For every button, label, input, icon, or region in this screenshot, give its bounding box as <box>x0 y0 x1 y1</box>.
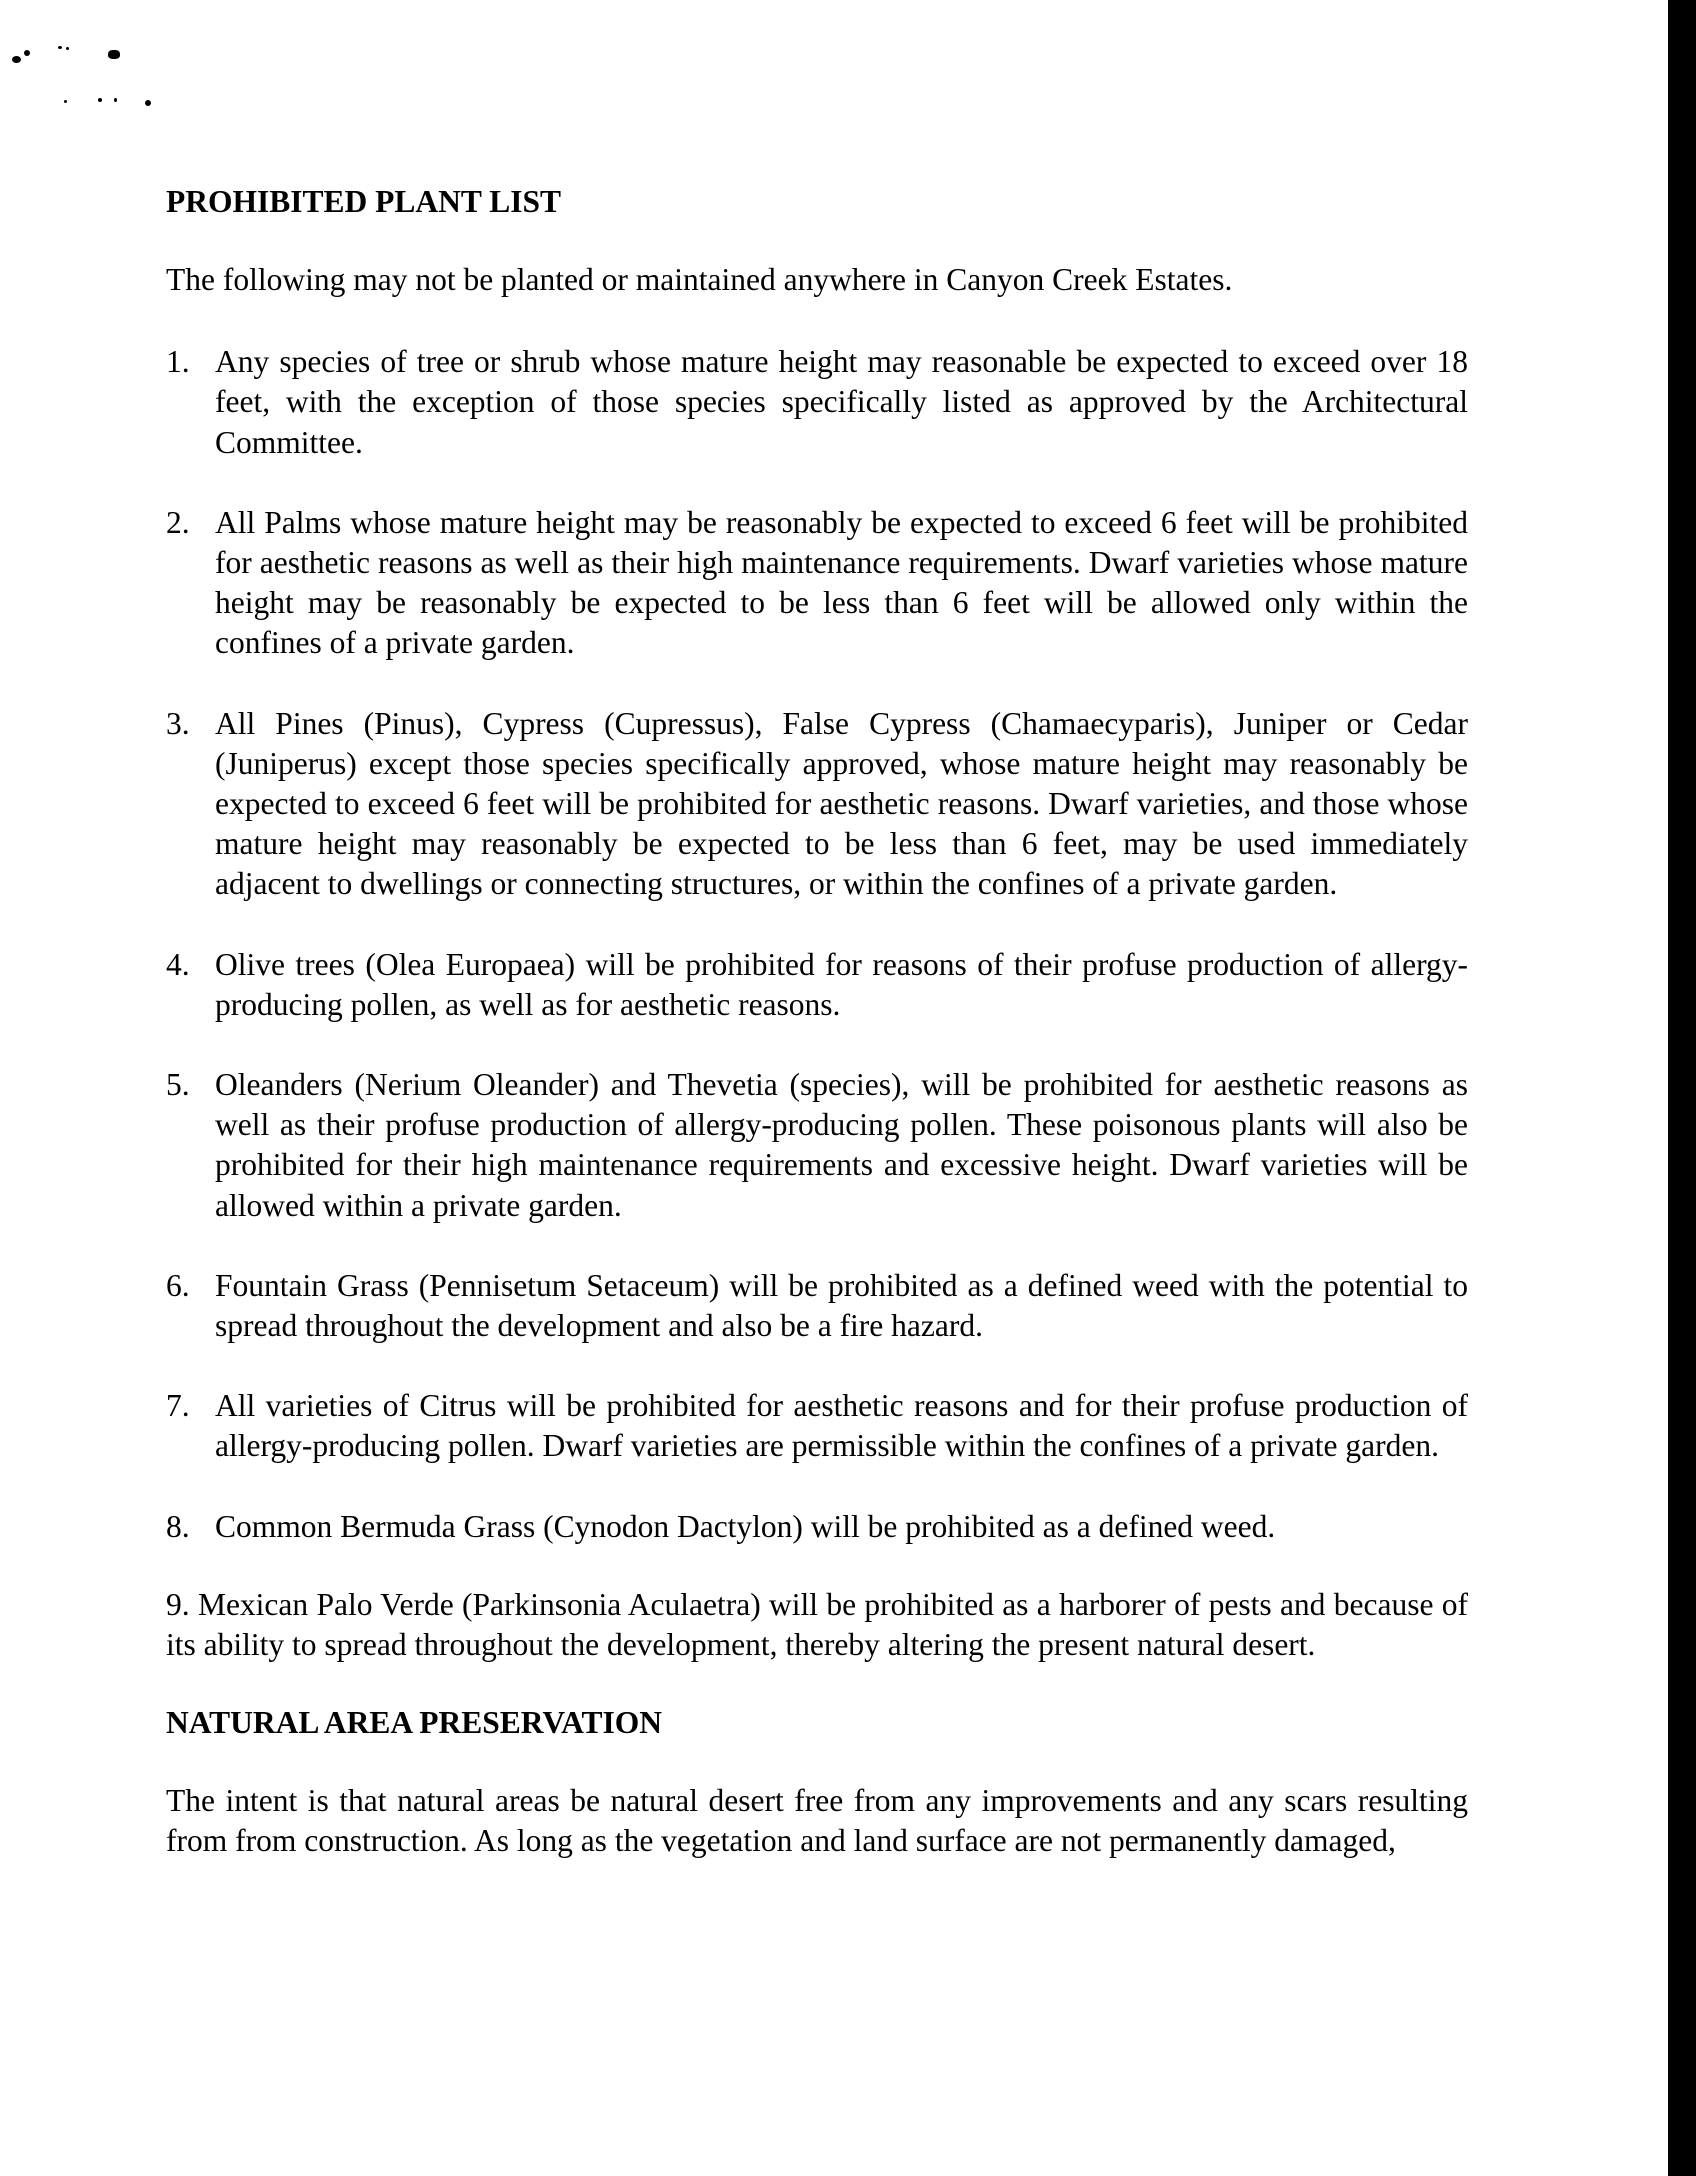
list-item-number: 6. <box>166 1267 190 1303</box>
list-item-number: 7. <box>166 1388 190 1424</box>
list-item-nine: 9. Mexican Palo Verde (Parkinsonia Aculaetra) will be prohibited as a harborer of pests and because of its ability to spread throughout the development, thereby altering the present natural desert. <box>166 1586 1468 1663</box>
list-item <box>166 1065 1468 1226</box>
scan-speck <box>64 100 67 103</box>
list-item <box>166 1386 1468 1466</box>
scan-speck <box>12 56 21 63</box>
list-item-text: All varieties of Citrus will be prohibited for aesthetic reasons and for their profuse production of allergy-producing pollen. Dwarf varieties are permissible within the confines of a private garden. <box>215 1388 1468 1464</box>
list-item <box>166 1266 1468 1346</box>
list-item <box>166 1507 1468 1547</box>
scan-speck <box>145 100 151 106</box>
prohibited-plant-list <box>166 342 1468 1547</box>
natural-area-paragraph: The intent is that natural areas be natural desert free from any improvements and any scars resulting from from construction. As long as the vegetation and land surface are not permanently damaged, <box>166 1783 1468 1859</box>
list-item <box>166 503 1468 664</box>
list-item-number: 3. <box>166 705 190 741</box>
list-item-text: All Palms whose mature height may be reasonably be expected to exceed 6 feet will be prohibited for aesthetic reasons as well as their high maintenance requirements. Dwarf varieties whose mature height may be reasonably be expected to be less than 6 feet will be allowed only within the confines of a private garden. <box>215 504 1468 661</box>
scan-edge-shadow <box>1668 0 1696 2176</box>
scan-speck <box>98 98 102 102</box>
list-item-text: Oleanders (Nerium Oleander) and Thevetia (species), will be prohibited for aesthetic reasons as well as their profuse production of allergy-producing pollen. These poisonous plants will also be prohibited for their high maintenance requirements and excessive height. Dwarf varieties will be allowed within a private garden. <box>215 1067 1468 1223</box>
scan-speck <box>66 47 69 50</box>
scan-speck <box>114 98 117 102</box>
list-item-number: 1. <box>166 344 190 380</box>
list-item-number: 8. <box>166 1508 190 1544</box>
scan-speck <box>24 50 30 56</box>
list-item <box>166 342 1468 463</box>
list-item-number: 5. <box>166 1067 190 1103</box>
list-item-text: All Pines (Pinus), Cypress (Cupressus), False Cypress (Chamaecyparis), Juniper or Cedar (Juniperus) except those species specifically approved, whose mature height may reasonably be expected to exceed 6 feet will be prohibited for aesthetic reasons. Dwarf varieties, and those whose mature height may reasonably be expected to be less than 6 feet, may be used immediately adjacent to dwellings or connecting structures, or within the confines of a private garden. <box>215 705 1468 902</box>
heading-prohibited-plant-list: PROHIBITED PLANT LIST <box>166 184 562 219</box>
scan-speck <box>108 50 120 59</box>
heading-natural-area-preservation: NATURAL AREA PRESERVATION <box>166 1705 663 1741</box>
list-item-text: Any species of tree or shrub whose mature height may reasonable be expected to exceed over 18 feet, with the exception of those species specifically listed as approved by the Architectural Committee. <box>215 344 1468 460</box>
list-item <box>166 704 1468 905</box>
list-item <box>166 945 1468 1025</box>
intro-paragraph: The following may not be planted or maintained anywhere in Canyon Creek Estates. <box>166 262 1233 297</box>
list-item-text: Olive trees (Olea Europaea) will be prohibited for reasons of their profuse production of allergy-producing pollen, as well as for aesthetic reasons. <box>215 946 1468 1022</box>
list-item-number: 2. <box>166 504 190 540</box>
list-item-text: Fountain Grass (Pennisetum Setaceum) will be prohibited as a defined weed with the potential to spread throughout the development and also be a fire hazard. <box>215 1267 1468 1344</box>
list-item-text: Common Bermuda Grass (Cynodon Dactylon) will be prohibited as a defined weed. <box>215 1508 1276 1544</box>
list-item-number: 4. <box>166 946 190 982</box>
scan-speck <box>58 46 62 49</box>
document-content <box>166 182 1468 1862</box>
